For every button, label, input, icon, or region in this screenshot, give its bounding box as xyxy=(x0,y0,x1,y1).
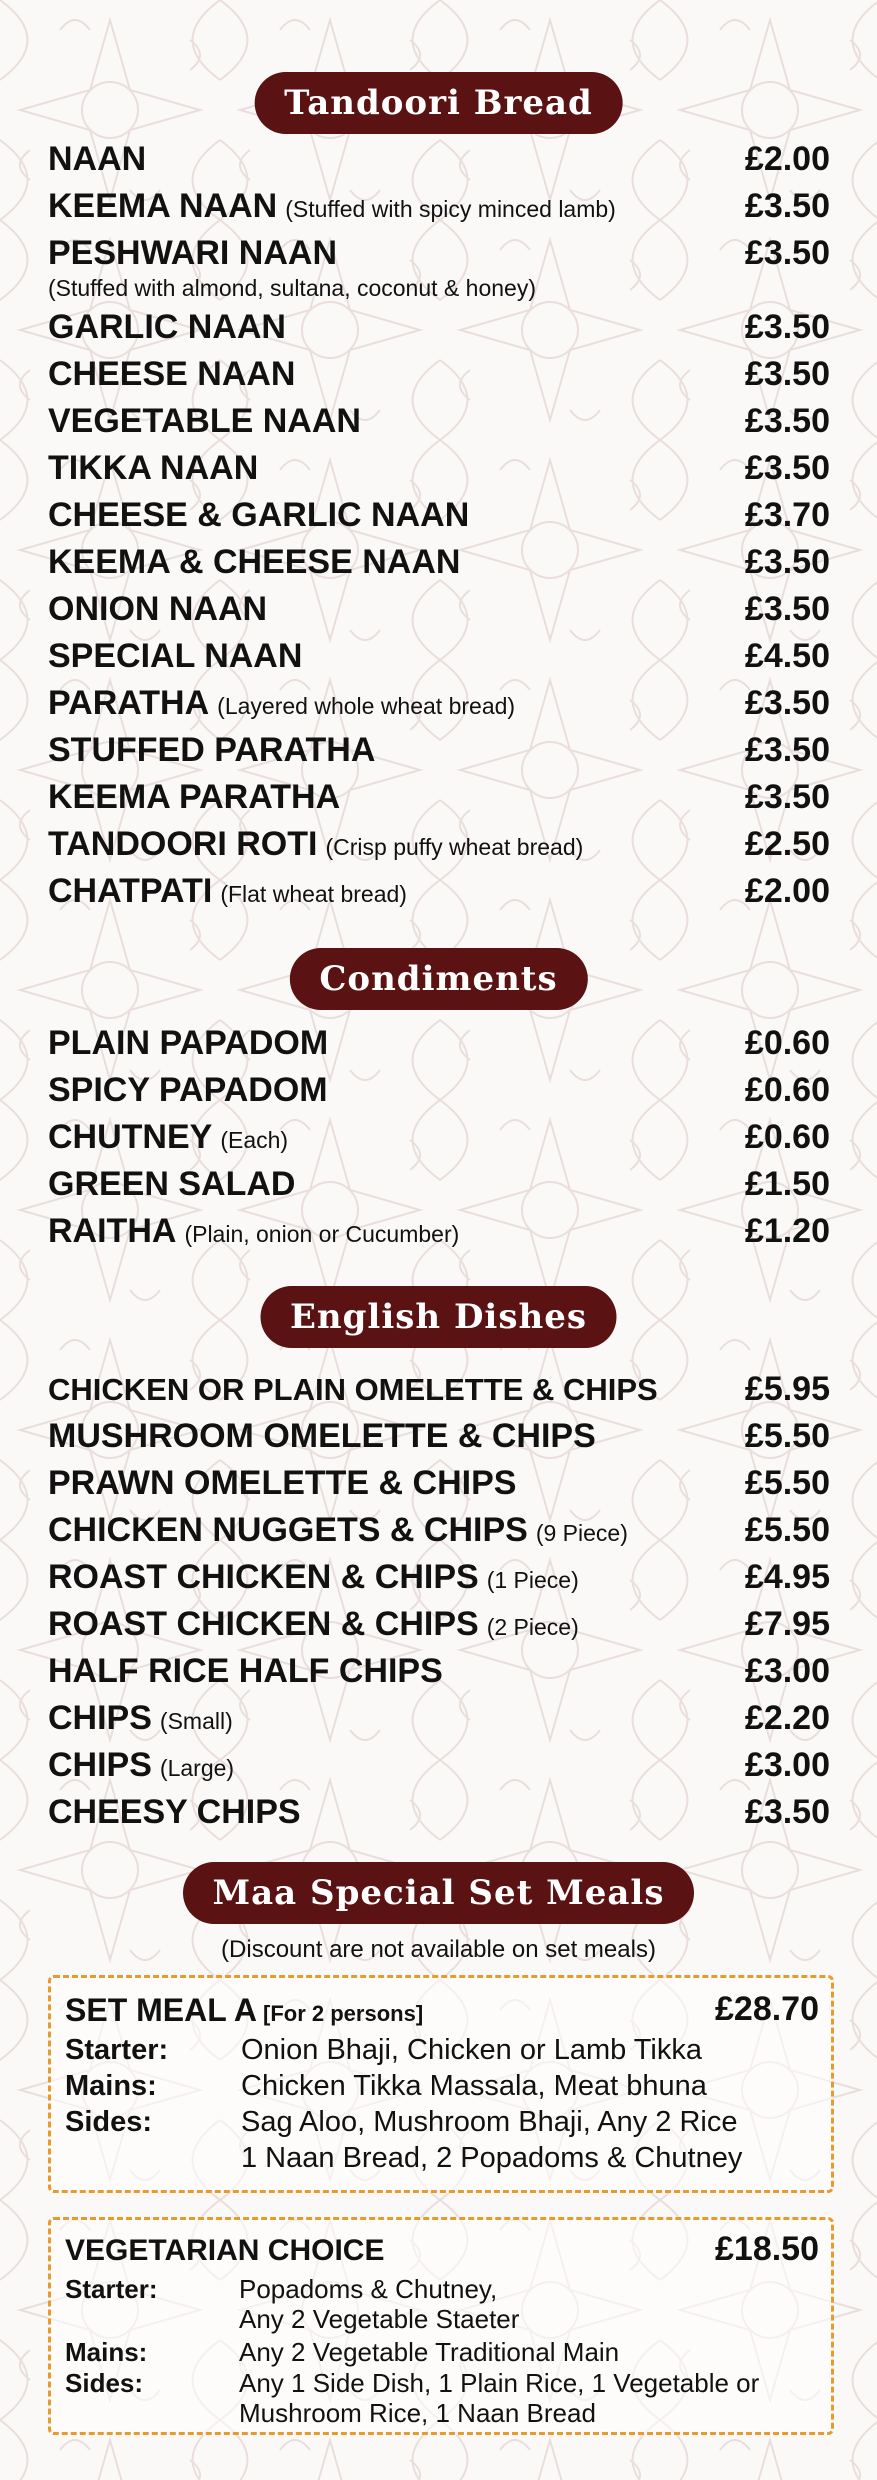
menu-item xyxy=(48,308,830,347)
item-price: £3.50 xyxy=(744,355,830,393)
item-price: £0.60 xyxy=(744,1024,830,1062)
menu-item xyxy=(48,1370,830,1409)
item-note: (Plain, onion or Cucumber) xyxy=(184,1221,460,1247)
set-meal-persons: [For 2 persons] xyxy=(263,2001,424,2026)
item-price: £3.50 xyxy=(744,187,830,225)
item-name: PARATHA xyxy=(48,684,210,722)
menu-item xyxy=(48,1118,830,1157)
item-name: SPICY PAPADOM xyxy=(48,1071,328,1109)
item-name: HALF RICE HALF CHIPS xyxy=(48,1652,443,1690)
item-price: £3.50 xyxy=(744,449,830,487)
menu-item xyxy=(48,1417,830,1456)
item-name: CHIPS xyxy=(48,1746,152,1784)
set-meal-name: SET MEAL A xyxy=(65,1992,258,2028)
sides-value-line-1: Sag Aloo, Mushroom Bhaji, Any 2 Rice xyxy=(241,2106,738,2138)
sides-label: Sides: xyxy=(65,2368,144,2398)
sides-value-line-2: 1 Naan Bread, 2 Popadoms & Chutney xyxy=(241,2142,743,2174)
mains-label: Mains: xyxy=(65,2337,148,2367)
item-price: £0.60 xyxy=(744,1071,830,1109)
item-name: TIKKA NAAN xyxy=(48,449,259,487)
menu-item xyxy=(48,590,830,629)
item-name: CHICKEN OR PLAIN OMELETTE & CHIPS xyxy=(48,1372,658,1407)
item-price: £0.60 xyxy=(744,1118,830,1156)
menu-item xyxy=(48,140,830,179)
menu-item xyxy=(48,449,830,488)
item-note-peshwari: (Stuffed with almond, sultana, coconut & honey) xyxy=(48,275,536,301)
starter-label: Starter: xyxy=(65,2274,158,2304)
menu-item xyxy=(48,1071,830,1110)
item-price: £2.50 xyxy=(744,825,830,863)
item-name: CHEESE NAAN xyxy=(48,355,296,393)
item-price: £3.50 xyxy=(744,308,830,346)
vegetarian-choice-box xyxy=(48,2217,834,2435)
item-price: £2.00 xyxy=(744,872,830,910)
item-name: KEEMA PARATHA xyxy=(48,778,341,816)
item-price: £3.70 xyxy=(744,496,830,534)
set-meal-price: £18.50 xyxy=(715,2230,819,2268)
item-note: (Each) xyxy=(220,1127,289,1153)
menu-item xyxy=(48,1652,830,1691)
menu-item xyxy=(48,402,830,441)
item-name: GREEN SALAD xyxy=(48,1165,296,1203)
item-price: £1.50 xyxy=(744,1165,830,1203)
item-name: CHIPS xyxy=(48,1699,152,1737)
sides-value-line-2: Mushroom Rice, 1 Naan Bread xyxy=(239,2398,596,2428)
item-note: (Flat wheat bread) xyxy=(220,881,407,907)
menu-item xyxy=(48,684,830,723)
menu-item xyxy=(48,1558,830,1597)
item-name: PRAWN OMELETTE & CHIPS xyxy=(48,1464,517,1502)
item-name: CHICKEN NUGGETS & CHIPS xyxy=(48,1511,528,1549)
item-price: £1.20 xyxy=(744,1212,830,1250)
item-price: £7.95 xyxy=(744,1605,830,1643)
item-note: (Small) xyxy=(159,1708,233,1734)
item-name: CHEESE & GARLIC NAAN xyxy=(48,496,470,534)
menu-item xyxy=(48,1605,830,1644)
menu-item xyxy=(48,1746,830,1785)
item-note: (9 Piece) xyxy=(535,1520,628,1546)
item-name: CHATPATI xyxy=(48,872,213,910)
starter-value-line-1: Popadoms & Chutney, xyxy=(239,2274,498,2304)
sides-label: Sides: xyxy=(65,2106,153,2138)
item-price: £3.50 xyxy=(744,1793,830,1831)
item-price: £3.00 xyxy=(744,1746,830,1784)
starter-value: Onion Bhaji, Chicken or Lamb Tikka xyxy=(241,2034,702,2066)
item-note: (Layered whole wheat bread) xyxy=(217,693,516,719)
section-heading-set-meals: Maa Special Set Meals xyxy=(183,1862,695,1924)
menu-item xyxy=(48,1793,830,1832)
item-note: (Large) xyxy=(159,1755,235,1781)
item-name: STUFFED PARATHA xyxy=(48,731,376,769)
item-price: £3.50 xyxy=(744,234,830,272)
menu-item xyxy=(48,825,830,864)
item-name: RAITHA xyxy=(48,1212,177,1250)
starter-value-line-2: Any 2 Vegetable Staeter xyxy=(239,2304,520,2334)
item-name: ONION NAAN xyxy=(48,590,268,628)
item-name: KEEMA NAAN xyxy=(48,187,278,225)
set-meal-title xyxy=(65,1992,423,2029)
item-name: ROAST CHICKEN & CHIPS xyxy=(48,1605,479,1643)
item-price: £3.50 xyxy=(744,731,830,769)
item-name: TANDOORI ROTI xyxy=(48,825,318,863)
item-name: KEEMA & CHEESE NAAN xyxy=(48,543,461,581)
item-price: £5.50 xyxy=(744,1464,830,1502)
menu-item xyxy=(48,496,830,535)
mains-value: Chicken Tikka Massala, Meat bhuna xyxy=(241,2070,707,2102)
item-price: £4.50 xyxy=(744,637,830,675)
item-price: £4.95 xyxy=(744,1558,830,1596)
menu-item xyxy=(48,731,830,770)
menu-item xyxy=(48,1464,830,1503)
item-note: (1 Piece) xyxy=(486,1567,579,1593)
item-name: GARLIC NAAN xyxy=(48,308,286,346)
item-price: £2.20 xyxy=(744,1699,830,1737)
section-heading-tandoori-bread: Tandoori Bread xyxy=(254,72,623,134)
item-price: £3.00 xyxy=(744,1652,830,1690)
item-name: CHEESY CHIPS xyxy=(48,1793,301,1831)
menu-item xyxy=(48,778,830,817)
item-name: SPECIAL NAAN xyxy=(48,637,303,675)
item-name: PLAIN PAPADOM xyxy=(48,1024,329,1062)
section-heading-condiments: Condiments xyxy=(289,948,587,1010)
mains-value: Any 2 Vegetable Traditional Main xyxy=(239,2337,620,2367)
item-price: £3.50 xyxy=(744,543,830,581)
section-heading-english-dishes: English Dishes xyxy=(260,1286,617,1348)
menu-item xyxy=(48,1511,830,1550)
set-meal-price: £28.70 xyxy=(715,1990,819,2028)
item-price: £5.50 xyxy=(744,1417,830,1455)
set-meals-discount-note: (Discount are not available on set meals) xyxy=(221,1936,656,1963)
item-price: £2.00 xyxy=(744,140,830,178)
mains-label: Mains: xyxy=(65,2070,157,2102)
starter-label: Starter: xyxy=(65,2034,169,2066)
menu-item xyxy=(48,872,830,911)
item-name: VEGETABLE NAAN xyxy=(48,402,361,440)
set-meal-name: VEGETARIAN CHOICE xyxy=(65,2234,385,2267)
item-name: ROAST CHICKEN & CHIPS xyxy=(48,1558,479,1596)
item-note: (Crisp puffy wheat bread) xyxy=(325,834,584,860)
item-price: £5.95 xyxy=(744,1370,830,1408)
sides-value-line-1: Any 1 Side Dish, 1 Plain Rice, 1 Vegetable or xyxy=(239,2368,760,2398)
menu-item xyxy=(48,1699,830,1738)
item-name: NAAN xyxy=(48,140,147,178)
item-price: £3.50 xyxy=(744,590,830,628)
menu-item xyxy=(48,1212,830,1251)
set-meal-a-box xyxy=(48,1975,834,2193)
menu-item xyxy=(48,355,830,394)
item-price: £3.50 xyxy=(744,684,830,722)
item-price: £5.50 xyxy=(744,1511,830,1549)
item-name: CHUTNEY xyxy=(48,1118,213,1156)
menu-item xyxy=(48,1024,830,1063)
menu-item xyxy=(48,637,830,676)
menu-item xyxy=(48,543,830,582)
item-name: MUSHROOM OMELETTE & CHIPS xyxy=(48,1417,596,1455)
item-note: (2 Piece) xyxy=(486,1614,579,1640)
item-name: PESHWARI NAAN xyxy=(48,234,338,272)
item-price: £3.50 xyxy=(744,402,830,440)
menu-item xyxy=(48,234,830,273)
item-price: £3.50 xyxy=(744,778,830,816)
menu-item xyxy=(48,1165,830,1204)
item-note: (Stuffed with spicy minced lamb) xyxy=(285,196,616,222)
menu-item xyxy=(48,187,830,226)
